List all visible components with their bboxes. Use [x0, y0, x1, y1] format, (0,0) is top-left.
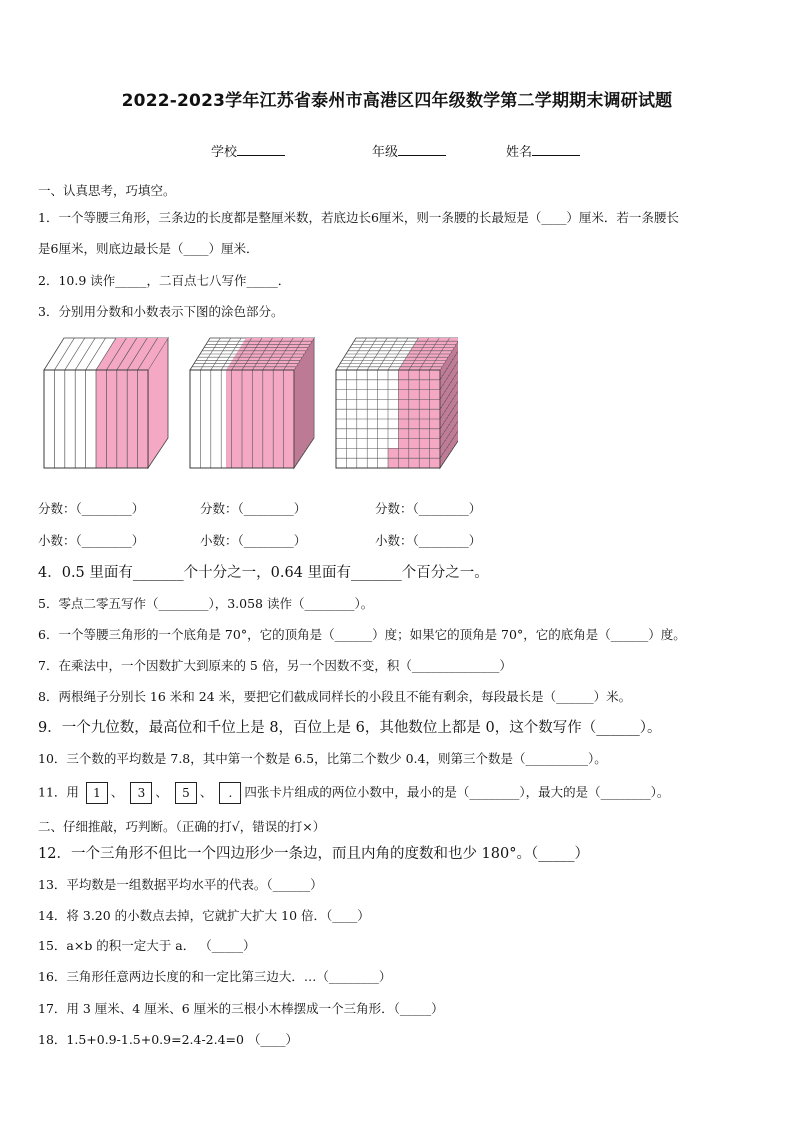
blocks-svg	[38, 328, 458, 478]
section-2-heading: 二、仔细推敲，巧判断。（正确的打√，错误的打×）	[38, 819, 326, 834]
school-blank[interactable]	[237, 142, 285, 156]
question-8: 8．两根绳子分别长 16 米和 24 米，要把它们截成同样长的小段且不能有剩余，每段最长是（______）米。	[38, 689, 632, 704]
card-3: 3	[130, 782, 152, 804]
question-1-line-2: 是6厘米，则底边最长是（____）厘米．	[38, 241, 259, 256]
fig1-fraction-label: 分数：（________）	[38, 501, 145, 516]
grade-blank[interactable]	[398, 142, 446, 156]
card-dot: .	[219, 782, 241, 804]
name-label: 姓名	[506, 145, 533, 160]
fraction-figures	[38, 328, 458, 478]
fig3-decimal-label: 小数：（________）	[375, 533, 482, 548]
q11-prefix: 11．用	[38, 784, 79, 800]
q11-sep-1: 、	[110, 784, 124, 800]
question-11	[38, 782, 669, 804]
question-17: 17．用 3 厘米、4 厘米、6 厘米的三根小木棒摆成一个三角形．（_____）	[38, 1001, 444, 1016]
q11-sep-3: 、	[199, 784, 213, 800]
fig1-decimal-label: 小数：（________）	[38, 533, 145, 548]
section-1-heading: 一、认真思考，巧填空。	[38, 183, 176, 198]
block-1	[44, 338, 168, 468]
grade-label: 年级	[372, 145, 399, 160]
question-15: 15．a×b 的积一定大于 a． （_____）	[38, 938, 256, 953]
question-12: 12．一个三角形不但比一个四边形少一条边，而且内角的度数和也少 180°。（_____）	[38, 846, 589, 862]
question-16: 16．三角形任意两边长度的和一定比第三边大．…（________）	[38, 969, 392, 984]
school-label: 学校	[211, 145, 238, 160]
fig2-decimal-label: 小数：（________）	[200, 533, 307, 548]
question-14: 14．将 3.20 的小数点去掉，它就扩大扩大 10 倍．（____）	[38, 908, 370, 923]
card-1: 1	[86, 782, 108, 804]
question-10: 10．三个数的平均数是 7.8，其中第一个数是 6.5，比第二个数少 0.4，则第三个数是（__________）。	[38, 751, 607, 766]
question-6: 6．一个等腰三角形的一个底角是 70°，它的顶角是（______）度；如果它的顶角是 70°，它的底角是（______）度。	[38, 627, 686, 642]
page-title: 2022-2023学年江苏省泰州市高港区四年级数学第二学期期末调研试题	[121, 91, 673, 111]
question-18: 18．1.5+0.9-1.5+0.9=2.4-2.4=0 （____）	[38, 1032, 298, 1047]
block-2	[190, 338, 314, 468]
question-2: 2．10.9 读作_____，二百点七八写作_____．	[38, 273, 291, 288]
fig2-fraction-label: 分数：（________）	[200, 501, 307, 516]
q11-suffix: 四张卡片组成的两位小数中，最小的是（________），最大的是（________）。	[244, 784, 670, 800]
name-blank[interactable]	[532, 142, 580, 156]
fig3-fraction-label: 分数：（________）	[375, 501, 482, 516]
name-field	[506, 141, 580, 160]
grade-field	[372, 141, 446, 160]
question-4: 4．0.5 里面有_______个十分之一，0.64 里面有_______个百分之一。	[38, 565, 489, 581]
question-3: 3．分别用分数和小数表示下图的涂色部分。	[38, 304, 284, 319]
q11-sep-2: 、	[155, 784, 168, 800]
block-3	[336, 338, 458, 468]
question-9: 9．一个九位数，最高位和千位上是 8，百位上是 6，其他数位上都是 0，这个数写作（______）。	[38, 720, 662, 736]
question-13: 13．平均数是一组数据平均水平的代表。（______）	[38, 877, 323, 892]
card-5: 5	[175, 782, 197, 804]
school-field	[211, 141, 285, 160]
question-5: 5．零点二零五写作（________），3.058 读作（________）。	[38, 596, 374, 611]
question-1-line-1: 1．一个等腰三角形，三条边的长度都是整厘米数，若底边长6厘米，则一条腰的长最短是（____）厘米．若一条腰长	[38, 210, 679, 225]
question-7: 7．在乘法中，一个因数扩大到原来的 5 倍，另一个因数不变，积（______________）	[38, 658, 512, 673]
